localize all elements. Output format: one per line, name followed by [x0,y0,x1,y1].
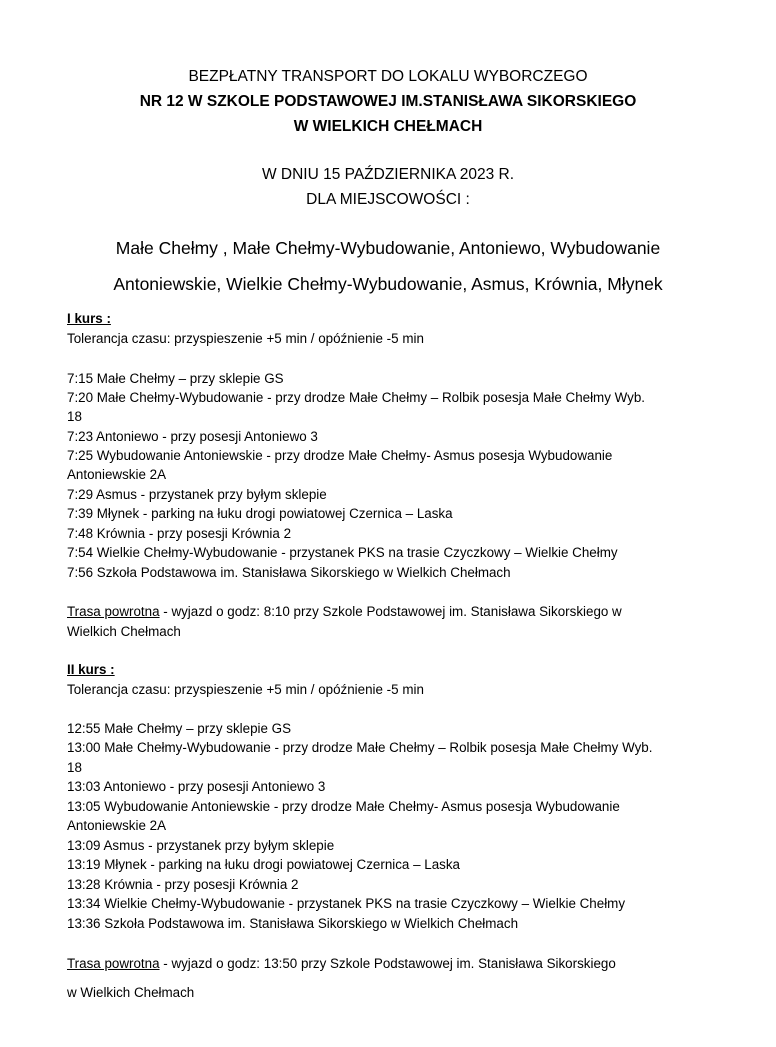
course-2-stop: 13:03 Antoniewo - przy posesji Antoniewo 3 [67,779,326,794]
course-1-return-label: Trasa powrotna [67,604,160,619]
course-2-return-text: - wyjazd o godz: 13:50 przy Szkole Podstawowej im. Stanisława Sikorskiego [159,956,616,971]
course-1-stop: 7:54 Wielkie Chełmy-Wybudowanie - przystanek PKS na trasie Czyczkowy – Wielkie Chełmy [67,545,618,560]
course-2-stop: 13:09 Asmus - przystanek przy byłym sklepie [67,838,335,853]
course-1-return [67,603,622,621]
course-2-stop: 13:00 Małe Chełmy-Wybudowanie - przy drodze Małe Chełmy – Rolbik posesja Małe Chełmy Wyb. [67,740,653,755]
header-line-3: W WIELKICH CHEŁMACH [293,118,483,135]
course-1-stop: 7:29 Asmus - przystanek przy byłym sklepie [67,487,327,502]
course-2-stop: 13:28 Krównia - przy posesji Krównia 2 [67,877,299,892]
course-1-stop: Antoniewskie 2A [67,467,166,482]
course-1-stop: 7:48 Krównia - przy posesji Krównia 2 [67,526,292,541]
course-2-title: II kurs : [67,662,115,677]
course-2-stop: 13:05 Wybudowanie Antoniewskie - przy drodze Małe Chełmy- Asmus posesja Wybudowanie [67,799,620,814]
header-line-1: BEZPŁATNY TRANSPORT DO LOKALU WYBORCZEGO [188,68,588,85]
course-2-stop: 12:55 Małe Chełmy – przy sklepie GS [67,721,292,736]
course-1-stop: 7:39 Młynek - parking na łuku drogi powiatowej Czernica – Laska [67,506,453,521]
course-1-stop: 18 [67,409,82,424]
localities-line-1: Małe Chełmy , Małe Chełmy-Wybudowanie, Antoniewo, Wybudowanie [115,238,661,258]
date-line: W DNIU 15 PAŹDZIERNIKA 2023 R. [261,166,515,183]
course-2-stop: 18 [67,760,82,775]
course-1-tolerance: Tolerancja czasu: przyspieszenie +5 min / opóźnienie -5 min [67,331,424,346]
course-1-stop: 7:15 Małe Chełmy – przy sklepie GS [67,371,284,386]
course-1-stop: 7:20 Małe Chełmy-Wybudowanie - przy drodze Małe Chełmy – Rolbik posesja Małe Chełmy Wyb. [67,390,646,405]
header-line-2: NR 12 W SZKOLE PODSTAWOWEJ IM.STANISŁAWA SIKORSKIEGO [139,93,637,110]
localities-line-2: Antoniewskie, Wielkie Chełmy-Wybudowanie, Asmus, Krównia, Młynek [113,274,663,294]
course-1-return-cont: Wielkich Chełmach [67,624,181,639]
course-2-stop: 13:34 Wielkie Chełmy-Wybudowanie - przystanek PKS na trasie Czyczkowy – Wielkie Chełmy [67,896,626,911]
course-2-return-cont: w Wielkich Chełmach [67,985,195,1000]
places-line: DLA MIEJSCOWOŚCI : [306,191,470,208]
course-2-stop: 13:36 Szkoła Podstawowa im. Stanisława Sikorskiego w Wielkich Chełmach [67,916,519,931]
course-1-stop: 7:23 Antoniewo - przy posesji Antoniewo 3 [67,429,318,444]
course-2-stop: 13:19 Młynek - parking na łuku drogi powiatowej Czernica – Laska [67,857,461,872]
course-1-return-text: - wyjazd o godz: 8:10 przy Szkole Podstawowej im. Stanisława Sikorskiego w [159,604,622,619]
course-2-return-label: Trasa powrotna [67,956,160,971]
course-2-tolerance: Tolerancja czasu: przyspieszenie +5 min / opóźnienie -5 min [67,682,424,697]
course-1-stop: 7:56 Szkoła Podstawowa im. Stanisława Sikorskiego w Wielkich Chełmach [67,565,511,580]
course-2-stop: Antoniewskie 2A [67,818,166,833]
course-1-title: I kurs : [67,311,111,326]
course-2-return [67,955,616,973]
course-1-stop: 7:25 Wybudowanie Antoniewskie - przy drodze Małe Chełmy- Asmus posesja Wybudowanie [67,448,613,463]
